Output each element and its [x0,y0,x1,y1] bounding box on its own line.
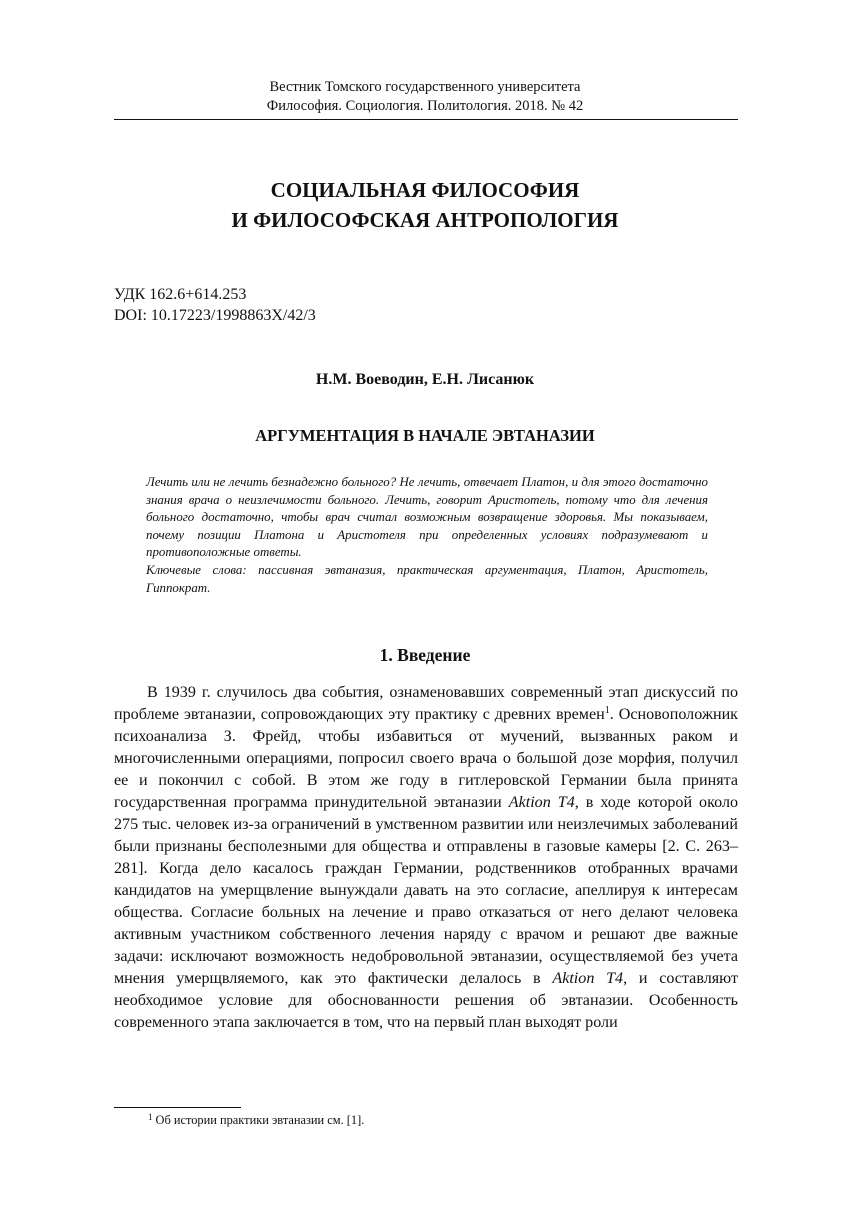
section-title-line-1: СОЦИАЛЬНАЯ ФИЛОСОФИЯ [270,178,580,202]
section-title [0,175,850,235]
body-text [114,682,738,1034]
footnote-text: Об истории практики эвтаназии см. [1]. [155,1113,365,1127]
aktion-t4-term: Aktion T4 [508,794,575,811]
journal-series: Философия. Социология. Политология. 2018. № 42 [266,98,584,114]
footnote [148,1112,364,1128]
udc-code: УДК 162.6+614.253 [114,286,247,303]
aktion-t4-term-2: Aktion T4 [552,970,624,987]
abstract-text: Лечить или не лечить безнадежно больного? Не лечить, отвечает Платон, и для этого достаточно знания врача о неизлечимости больного. Лечить, говорит Аристотель, потому что для лечения больного достаточно, чтобы врач считал возможным возвращение здоровья. Мы показываем, почему позиции Платона и Аристотеля при определенных условиях подразумевают и противоположные ответы. [146,475,708,560]
footnote-divider [114,1107,241,1108]
article-title: АРГУМЕНТАЦИЯ В НАЧАЛЕ ЭВТАНАЗИИ [255,426,595,445]
article-meta [114,284,316,326]
running-header [0,78,850,116]
footnote-mark: 1 [148,1112,153,1122]
abstract [146,474,708,597]
footnote-ref[interactable]: 1 [604,705,610,716]
intro-text-4: , и составляют необходимое условие для обоснованности решения об эвтаназии. Особенность современного этапа заключается в том, что на первый план выходят роли [114,970,738,1031]
keywords: Ключевые слова: пассивная эвтаназия, практическая аргументация, Платон, Аристотель, Гиппократ. [146,562,708,595]
authors: Н.М. Воеводин, Е.Н. Лисанюк [315,371,535,388]
intro-text-3: , в ходе которой около 275 тыс. человек из-за ограничений в умственном развитии или неизлечимых заболеваний были признаны бесполезными для общества и отправлены в газовые камеры [2. С. 263–281]. Когда дело касалось граждан Германии, родственников отобранных врачами кандидатов на умерщвление вынуждали давать на это согласие, апеллируя к интересам общества. Согласие больных на лечение и право отказаться от него делают человека активным участником собственного лечения наряду с врачом и решают две важные задачи: исключают возможность недобровольной эвтаназии, осуществляемой без учета мнения умерщвляемого, как это фактически делалось в [114,794,739,987]
header-divider [114,119,738,120]
doi: DOI: 10.17223/1998863Х/42/3 [114,307,316,324]
intro-heading: 1. Введение [379,645,471,665]
journal-name: Вестник Томского государственного университета [269,79,581,95]
intro-text-2: . Основоположник психоанализа З. Фрейд, чтобы избавиться от мучений, вызванных раком и многочисленными операциями, попросил своего врача о большой дозе морфия, получил ее и покончил с собой. В этом же году в гитлеровской Германии была принята государственная программа принудительной эвтаназии [114,706,739,811]
intro-paragraph [114,682,738,1034]
section-title-line-2: И ФИЛОСОФСКАЯ АНТРОПОЛОГИЯ [231,208,619,232]
intro-text-1: В 1939 г. случилось два события, ознаменовавших современный этап дискуссий по проблеме эвтаназии, сопровождающих эту практику с древних времен [114,684,738,723]
